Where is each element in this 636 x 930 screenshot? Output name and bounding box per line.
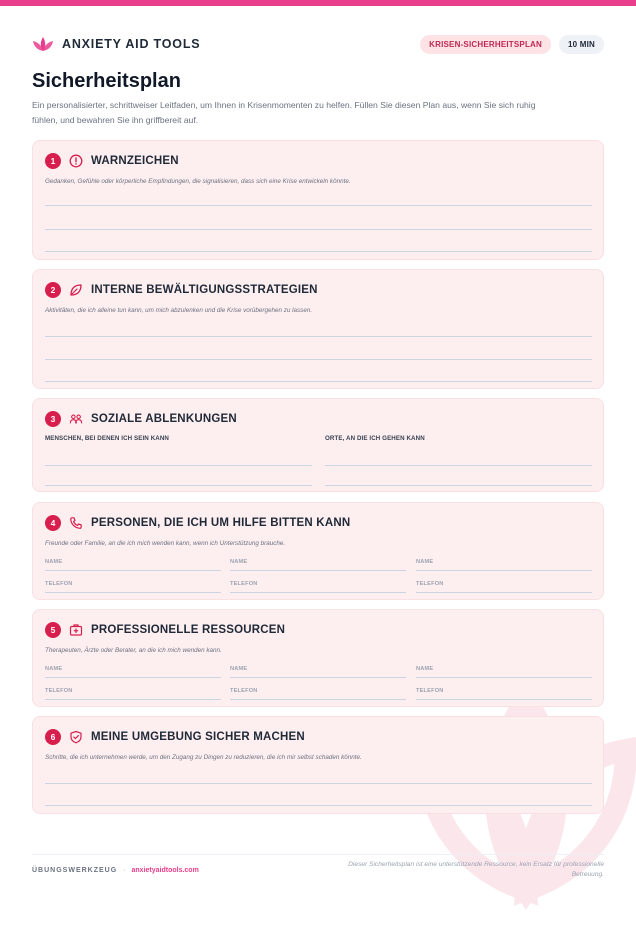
phone-icon [69,516,83,530]
write-line[interactable] [45,485,312,486]
section-number: 2 [45,282,61,298]
name-line[interactable] [45,570,221,571]
section-warning-signs [32,140,604,260]
name-label: NAME [230,666,248,672]
section-internal-coping [32,269,604,389]
section-title: SOZIALE ABLENKUNGEN [91,413,237,425]
footer-divider [32,854,604,855]
phone-line[interactable] [416,699,592,700]
section-number: 3 [45,411,61,427]
section-number: 6 [45,729,61,745]
name-label: NAME [45,559,63,565]
page-title: Sicherheitsplan [32,70,181,92]
brand-name: ANXIETY AID TOOLS [62,37,201,51]
section-safe-environment [32,716,604,814]
write-line[interactable] [45,336,592,337]
phone-line[interactable] [416,592,592,593]
section-description: Schritte, die ich unternehmen werde, um den Zugang zu Dingen zu reduzieren, die ich mir selbst schaden könnte. [45,754,362,761]
write-line[interactable] [325,465,592,466]
name-line[interactable] [45,677,221,678]
phone-line[interactable] [45,592,221,593]
section-professional-resources [32,609,604,707]
phone-label: TELEFON [230,688,258,694]
section-number: 5 [45,622,61,638]
phone-label: TELEFON [416,581,444,587]
footer-separator: · [123,867,126,874]
phone-line[interactable] [45,699,221,700]
badges [420,35,604,54]
leaf-icon [69,283,83,297]
phone-label: TELEFON [416,688,444,694]
section-description: Freunde oder Familie, an die ich mich wenden kann, wenn ich Unterstützung brauche. [45,540,286,547]
write-line[interactable] [45,359,592,360]
write-line[interactable] [45,465,312,466]
write-line[interactable] [45,205,592,206]
name-line[interactable] [230,570,406,571]
section-header [45,515,350,531]
brand [32,35,200,53]
footer-left [32,867,199,874]
name-label: NAME [416,666,434,672]
section-header [45,622,285,638]
section-number: 4 [45,515,61,531]
type-badge: KRISEN-SICHERHEITSPLAN [420,35,551,54]
header [32,30,604,58]
write-line[interactable] [45,251,592,252]
footer-disclaimer: Dieser Sicherheitsplan ist eine unterstützende Ressource, kein Ersatz für professionelle Betreuung. [348,861,604,878]
section-description: Gedanken, Gefühle oder körperliche Empfindungen, die signalisieren, dass sich eine Krise entwickeln könnte. [45,178,351,185]
section-number: 1 [45,153,61,169]
people-column-label: MENSCHEN, BEI DENEN ICH SEIN KANN [45,435,169,442]
section-header [45,729,305,745]
write-line[interactable] [325,485,592,486]
duration-badge: 10 MIN [559,35,604,54]
lotus-logo-icon [32,35,54,53]
section-title: PROFESSIONELLE RESSOURCEN [91,624,286,636]
footer-tool-label: ÜBUNGSWERKZEUG [32,867,118,874]
write-line[interactable] [45,783,592,784]
places-column-label: ORTE, AN DIE ICH GEHEN KANN [325,435,425,442]
section-description: Therapeuten, Ärzte oder Berater, an die ich mich wenden kann. [45,647,222,654]
footer-website-link[interactable]: anxietyaidtools.com [131,867,199,874]
section-title: MEINE UMGEBUNG SICHER MACHEN [91,731,305,743]
first-aid-kit-icon [69,623,83,637]
name-line[interactable] [416,677,592,678]
section-title: INTERNE BEWÄLTIGUNGSSTRATEGIEN [91,284,318,296]
name-label: NAME [45,666,63,672]
name-label: NAME [230,559,248,565]
section-title: PERSONEN, DIE ICH UM HILFE BITTEN KANN [91,517,351,529]
phone-line[interactable] [230,592,406,593]
section-title: WARNZEICHEN [91,155,179,167]
name-label: NAME [416,559,434,565]
section-social-distractions [32,398,604,492]
intro-text: Ein personalisierter, schrittweiser Leitfaden, um Ihnen in Krisenmomenten zu helfen. Füllen Sie diesen Plan aus, wenn Sie sich ruhig fühlen, und bewahren Sie ihn griffbereit auf. [32,100,536,125]
name-line[interactable] [416,570,592,571]
section-description: Aktivitäten, die ich alleine tun kann, um mich abzulenken und die Krise vorübergehen zu lassen. [45,307,313,314]
name-line[interactable] [230,677,406,678]
top-accent-bar [0,0,636,6]
write-line[interactable] [45,229,592,230]
section-header [45,411,237,427]
section-header [45,153,179,169]
alert-circle-icon [69,154,83,168]
write-line[interactable] [45,805,592,806]
section-help-contacts [32,502,604,600]
section-header [45,282,318,298]
write-line[interactable] [45,381,592,382]
shield-check-icon [69,730,83,744]
phone-line[interactable] [230,699,406,700]
phone-label: TELEFON [45,581,73,587]
people-icon [69,412,83,426]
phone-label: TELEFON [230,581,258,587]
phone-label: TELEFON [45,688,73,694]
